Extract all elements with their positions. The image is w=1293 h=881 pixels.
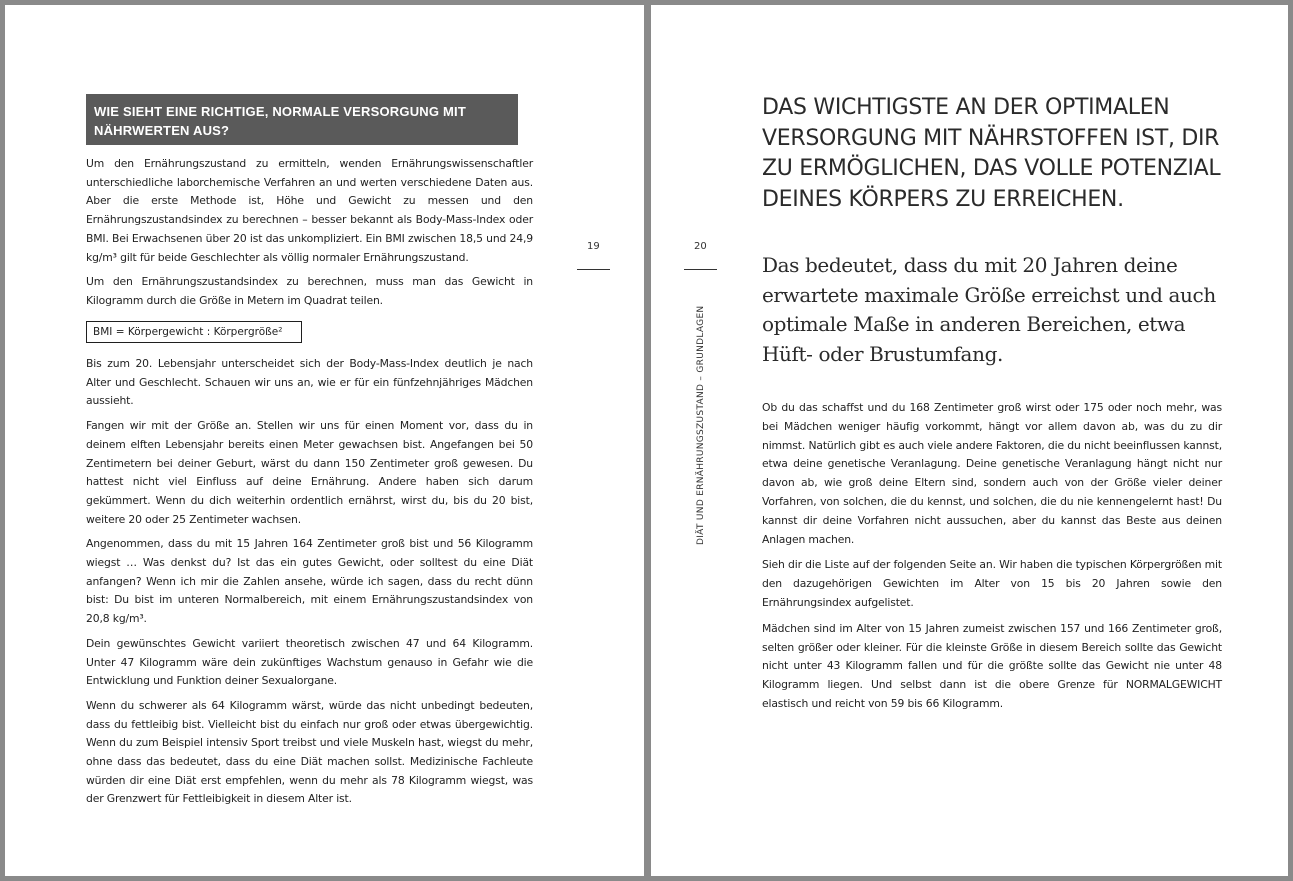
- intro-text: [86, 155, 533, 317]
- page-number: 19: [587, 241, 600, 252]
- paragraph: Ob du das schaffst und du 168 Zentimeter groß wirst oder 175 oder noch mehr, was bei Mädchen weniger häufig vorkommt, hängt vor allem davon ab, was du zu dir nimmst. Natürlich gibt es auch viele andere Faktoren, die du nicht beeinflussen kannst, etwa deine genetische Veranlagung. Deine genetische Veranlagung hängt nicht nur davon ab, wie groß deine Eltern sind, sondern auch von der Größe vieler deiner Vorfahren, von solchen, die du kennst, und solchen, die du nie kennengelernt hast! Du kannst dir deine Vorfahren nicht aussuchen, aber du kannst das Beste aus deinen Anlagen machen.: [762, 401, 1222, 546]
- page-number: 20: [694, 241, 707, 252]
- paragraph: Fangen wir mit der Größe an. Stellen wir uns für einen Moment vor, dass du in deinem elften Lebensjahr bereits einen Meter gewachsen bist. Angefangen bei 50 Zentimetern bei deiner Geburt, wärst du dann 150 Zentimeter groß gewesen. Du hattest nicht viel Einfluss auf deine Ernährung. Andere haben sich darum gekümmert. Wenn du dich weiterhin ordentlich ernährst, wirst du, bis du 20 bist, weitere 20 oder 25 Zentimeter wachsen.: [86, 419, 533, 526]
- page-number-rule: [684, 269, 717, 270]
- paragraph: Bis zum 20. Lebensjahr unterscheidet sich der Body-Mass-Index deutlich je nach Alter und Geschlecht. Schauen wir uns an, wie er für ein fünfzehnjähriges Mädchen aussieht.: [86, 357, 533, 408]
- running-head: DIÄT UND ERNÄHRUNGSZUSTAND – GRUNDLAGEN: [696, 305, 706, 545]
- paragraph: Um den Ernährungszustand zu ermitteln, wenden Ernährungswissenschaftler unterschiedliche laborchemische Verfahren an und werten verschiedene Daten aus. Aber die erste Methode ist, Höhe und Gewicht zu messen und den Ernährungszustandsindex zu berechnen – besser bekannt als Body-Mass-Index oder BMI. Bei Erwachsenen über 20 ist das unkompliziert. Ein BMI zwischen 18,5 und 24,9 kg/m³ gilt für beide Geschlechter als völlig normaler Ernährungszustand.: [86, 157, 533, 264]
- page-number-rule: [577, 269, 610, 270]
- paragraph: Sieh dir die Liste auf der folgenden Seite an. Wir haben die typischen Körpergrößen mit den dazugehörigen Gewichten im Alter von 15 bis 20 Jahren sowie den Ernährungsindex aufgelistet.: [762, 558, 1222, 609]
- section-heading: WIE SIEHT EINE RICHTIGE, NORMALE VERSORGUNG MIT NÄHRWERTEN AUS?: [86, 94, 518, 145]
- left-page: [5, 5, 644, 876]
- pull-quote: DAS WICHTIGSTE AN DER OPTIMALEN VERSORGUNG MIT NÄHRSTOFFEN IST, DIR ZU ERMÖGLICHEN, DAS VOLLE POTENZIAL DEINES KÖRPERS ZU ERREICHEN.: [762, 95, 1221, 212]
- main-text: [86, 355, 533, 815]
- paragraph: Um den Ernährungszustandsindex zu berechnen, muss man das Gewicht in Kilogramm durch die Größe in Metern im Quadrat teilen.: [86, 275, 533, 307]
- right-body-text: [762, 399, 1222, 721]
- right-page: [651, 5, 1288, 876]
- pull-quote-subtitle: Das bedeutet, dass du mit 20 Jahren deine erwartete maximale Größe erreichst und auch optimale Maße in anderen Bereichen, etwa Hüft- oder Brustumfang.: [762, 253, 1216, 366]
- bmi-formula: BMI = Körpergewicht : Körpergröße²: [86, 321, 302, 343]
- paragraph: Angenommen, dass du mit 15 Jahren 164 Zentimeter groß bist und 56 Kilogramm wiegst … Was denkst du? Ist das ein gutes Gewicht, oder solltest du eine Diät anfangen? Wenn ich mir die Zahlen ansehe, würde ich sagen, dass du recht dünn bist: Du bist im unteren Normalbereich, mit einem Ernährungszustandsindex von 20,8 kg/m³.: [86, 537, 533, 626]
- paragraph: Dein gewünschtes Gewicht variiert theoretisch zwischen 47 und 64 Kilogramm. Unter 47 Kilogramm wäre dein zukünftiges Wachstum genauso in Gefahr wie die Entwicklung und Funktion deiner Sexualorgane.: [86, 636, 533, 688]
- paragraph: Wenn du schwerer als 64 Kilogramm wärst, würde das nicht unbedingt bedeuten, dass du fettleibig bist. Vielleicht bist du einfach nur groß oder etwas übergewichtig. Wenn du zum Beispiel intensiv Sport treibst und viele Muskeln hast, wiegst du mehr, ohne dass das bedeutet, dass du eine Diät machen sollst. Medizinische Fachleute würden dir eine Diät erst empfehlen, wenn du mehr als 78 Kilogramm wiegst, was der Grenzwert für Fettleibigkeit in diesem Alter ist.: [86, 698, 533, 806]
- paragraph: Mädchen sind im Alter von 15 Jahren zumeist zwischen 157 und 166 Zentimeter groß, selten größer oder kleiner. Für die kleinste Größe in diesem Bereich sollte das Gewicht nicht unter 43 Kilogramm fallen und für die größte sollte das Gewicht nie unter 48 Kilogramm liegen. Und selbst dann ist die obere Grenze für NORMALGEWICHT elastisch und reicht von 59 bis 66 Kilogramm.: [762, 621, 1222, 710]
